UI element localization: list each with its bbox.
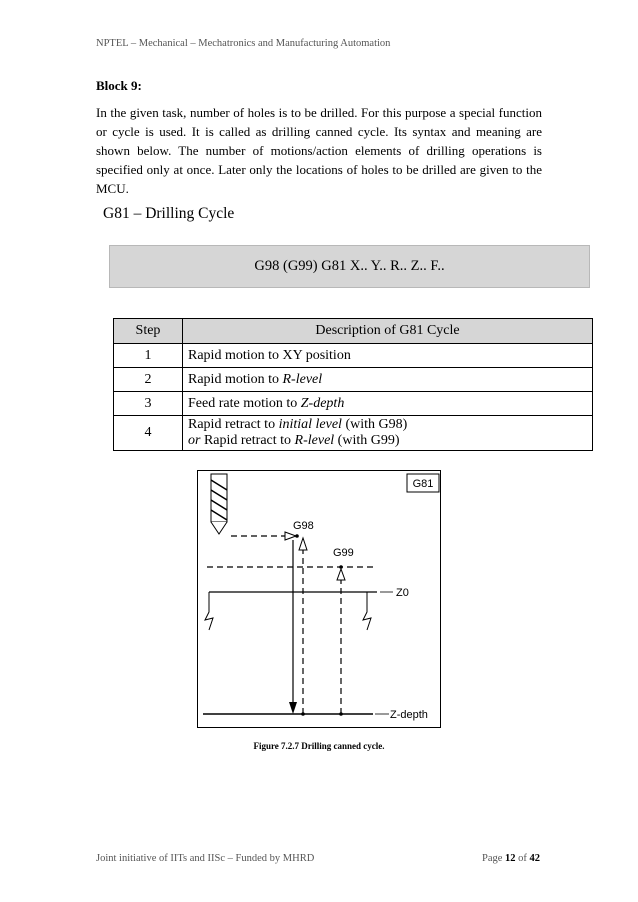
header-description: Description of G81 Cycle (183, 319, 593, 344)
desc-emphasis: initial level (278, 417, 342, 432)
desc-line-2 (188, 433, 587, 449)
step-number: 4 (114, 416, 183, 451)
table-header-row (114, 319, 593, 344)
syntax-text: G98 (G99) G81 X.. Y.. R.. Z.. F.. (254, 258, 445, 274)
step-description: Rapid motion to XY position (183, 344, 593, 368)
desc-text: Rapid retract to (188, 417, 279, 432)
page-number: 12 (505, 853, 516, 864)
depth-point (301, 712, 305, 716)
page-word: Page (482, 853, 503, 864)
footer-left: Joint initiative of IITs and IISc – Funded by MHRD (96, 853, 315, 864)
desc-text: Rapid retract to (200, 433, 295, 448)
step-number: 3 (114, 392, 183, 416)
drilling-cycle-figure (197, 470, 441, 728)
step-number: 1 (114, 344, 183, 368)
desc-text: (with G99) (334, 433, 400, 448)
desc-line-1 (188, 417, 587, 433)
figure-frame (198, 471, 441, 728)
desc-emphasis: R-level (282, 371, 323, 387)
step-description (183, 392, 593, 416)
g98-label: G98 (293, 520, 314, 532)
header-step: Step (114, 319, 183, 344)
step-description (183, 416, 593, 451)
syntax-box (109, 245, 590, 288)
depth-point (339, 712, 343, 716)
desc-emphasis: R-level (294, 433, 335, 448)
page-header: NPTEL – Mechanical – Mechatronics and Manufacturing Automation (96, 38, 391, 49)
page-total: 42 (529, 853, 541, 864)
z-depth-label: Z-depth (390, 709, 428, 721)
step-description (183, 368, 593, 392)
section-title: G81 – Drilling Cycle (103, 205, 235, 222)
block-title: Block 9: (96, 78, 142, 93)
steps-table (113, 318, 593, 451)
table-row (114, 344, 593, 368)
intro-paragraph: In the given task, number of holes is to be drilled. For this purpose a special function or cycle is used. It is called as drilling canned cycle. Its syntax and meaning are shown below. The number of motions/action elements of drilling operations is specified only at once. Later only the locations of holes to be drilled are given to the MCU. (96, 105, 542, 196)
figure-caption: Figure 7.2.7 Drilling canned cycle. (253, 741, 385, 751)
desc-text: Feed rate motion to (188, 395, 301, 411)
desc-text: Rapid motion to (188, 371, 283, 387)
footer-page (482, 853, 540, 864)
table-row (114, 392, 593, 416)
desc-emphasis: Z-depth (300, 395, 345, 411)
initial-point (295, 534, 299, 538)
g81-badge-label: G81 (412, 478, 434, 490)
of-word: of (518, 853, 527, 864)
desc-text: (with G98) (341, 417, 408, 432)
g99-label: G99 (333, 547, 354, 559)
table-row (114, 416, 593, 451)
desc-emphasis: or (188, 433, 201, 448)
table-row (114, 368, 593, 392)
z0-label: Z0 (396, 587, 409, 599)
drill-bit-icon (211, 474, 227, 534)
step-number: 2 (114, 368, 183, 392)
